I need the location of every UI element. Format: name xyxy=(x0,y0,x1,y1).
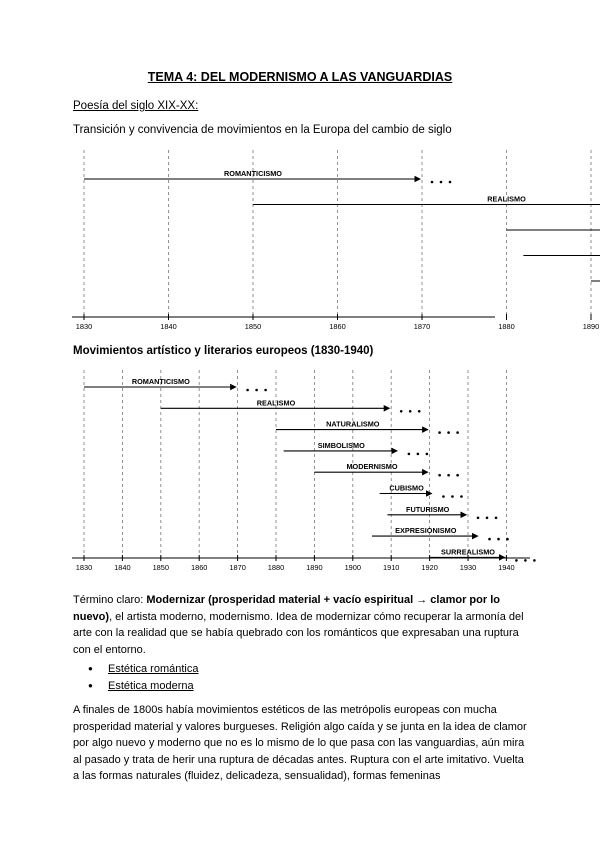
continuation-dot xyxy=(440,181,443,184)
tick-label: 1840 xyxy=(114,563,131,572)
movement-label: SIMBOLISMO xyxy=(317,440,365,450)
tick-label: 1840 xyxy=(160,322,177,331)
movement-label: CUBISMO xyxy=(389,483,424,493)
intro-text: Transición y convivencia de movimientos en la Europa del cambio de siglo xyxy=(73,124,452,136)
section-subtitle: Poesía del siglo XIX-XX: xyxy=(73,100,199,112)
bullet-modern[interactable]: Estética moderna xyxy=(108,679,194,692)
continuation-dot xyxy=(449,181,452,184)
tick-label: 1910 xyxy=(382,563,400,572)
tick-label: 1830 xyxy=(75,563,93,572)
tick-label: 1870 xyxy=(413,322,431,331)
tick-label: 1890 xyxy=(306,563,323,572)
list-item xyxy=(88,678,198,695)
tick-label: 1860 xyxy=(190,563,208,572)
body-paragraph: A finales de 1800s había movimientos estéticos de las metrópolis europeas con mucha prosperidad material y valores burgueses. Religión algo caída y se junta en la idea de clamor por algo nuevo y moderno que no es lo mismo de lo que pasa con las vanguardias, aún mira al pasado y trata de herir una ruptura de décadas antes. Ruptura con el arte imitativo. Vuelta a las formas naturales (fluidez, delicadeza, sensualidad), formas femeninas xyxy=(73,704,527,782)
term-prefix: Término claro: xyxy=(73,594,147,606)
tick-label: 1830 xyxy=(75,322,93,331)
timeline-2-heading: Movimientos artístico y literarios europeos (1830-1940) xyxy=(73,345,374,357)
movement-label: FUTURISMO xyxy=(405,504,450,514)
movement-label: SURREALISMO xyxy=(441,547,495,557)
continuation-dot xyxy=(431,181,434,184)
aesthetics-list xyxy=(88,661,198,694)
movement-label: REALISMO xyxy=(256,398,296,408)
movement-label: EXPRESIONISMO xyxy=(395,526,457,536)
tick-label: 1850 xyxy=(244,322,262,331)
term-paragraph xyxy=(73,592,528,658)
term-bold: Modernizar (prosperidad material + vacío espiritual → clamor por lo nuevo) xyxy=(73,594,500,623)
movement-label: REALISMO xyxy=(487,194,526,204)
movement-label: ROMANTICISMO xyxy=(224,169,282,178)
tick-label: 1850 xyxy=(152,563,170,572)
tick-label: 1880 xyxy=(267,563,285,572)
tick-label: 1900 xyxy=(344,563,362,572)
tick-label: 1920 xyxy=(421,563,438,572)
bullet-romantic[interactable]: Estética romántica xyxy=(108,663,199,675)
tick-label: 1880 xyxy=(498,322,515,331)
movement-label: NATURALISMO xyxy=(326,419,380,429)
movement-label: ROMANTICISMO xyxy=(131,377,190,386)
tick-label: 1860 xyxy=(329,322,346,331)
page-title: TEMA 4: DEL MODERNISMO A LAS VANGUARDIAS xyxy=(147,70,453,84)
tick-label: 1940 xyxy=(498,563,515,572)
tick-label: 1930 xyxy=(459,563,477,572)
tick-label: 1890 xyxy=(582,322,600,331)
term-rest: , el artista moderno, modernismo. Idea de modernizar cómo recuperar la armonía del arte con la realidad que se había quebrado con los románticos que expresaban una ruptura con el entorno. xyxy=(73,610,524,656)
list-item xyxy=(88,661,198,678)
movement-label: MODERNISMO xyxy=(346,462,398,472)
tick-label: 1870 xyxy=(229,563,246,572)
